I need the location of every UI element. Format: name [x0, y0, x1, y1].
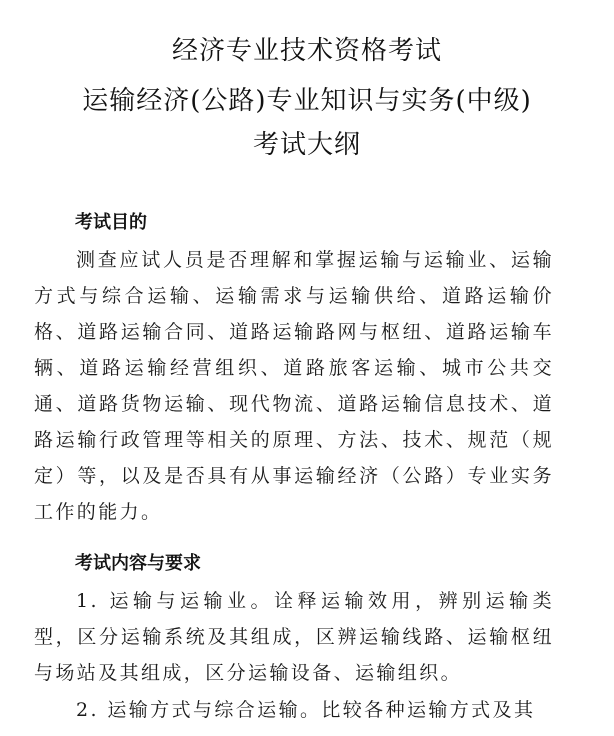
content-item-2-paragraph: 2. 运输方式与综合运输。比较各种运输方式及其: [76, 699, 536, 721]
exam-purpose-paragraph: 测查应试人员是否理解和掌握运输与运输业、运输方式与综合运输、运输需求与运输供给、道路运输价格、道路运输合同、道路运输路网与枢纽、道路运输车辆、道路运输经营组织、道路旅客运输、城市公共交通、道路货物运输、现代物流、道路运输信息技术、道路运输行政管理等相关的原理、方法、技术、规范（规定）等，以及是否具有从事运输经济（公路）专业实务工作的能力。: [34, 249, 554, 523]
document-title-line-2: 运输经济(公路)专业知识与实务(中级): [82, 86, 532, 116]
section-heading-exam-content: 考试内容与要求: [75, 553, 201, 574]
section-heading-exam-purpose: 考试目的: [75, 212, 147, 233]
content-item-1-paragraph: 1. 运输与运输业。诠释运输效用，辨别运输类型，区分运输系统及其组成，区辨运输线路、运输枢纽与场站及其组成，区分运输设备、运输组织。: [34, 590, 554, 684]
document-title-line-3: 考试大纲: [252, 130, 361, 160]
document-title-line-1: 经济专业技术资格考试: [171, 36, 442, 66]
